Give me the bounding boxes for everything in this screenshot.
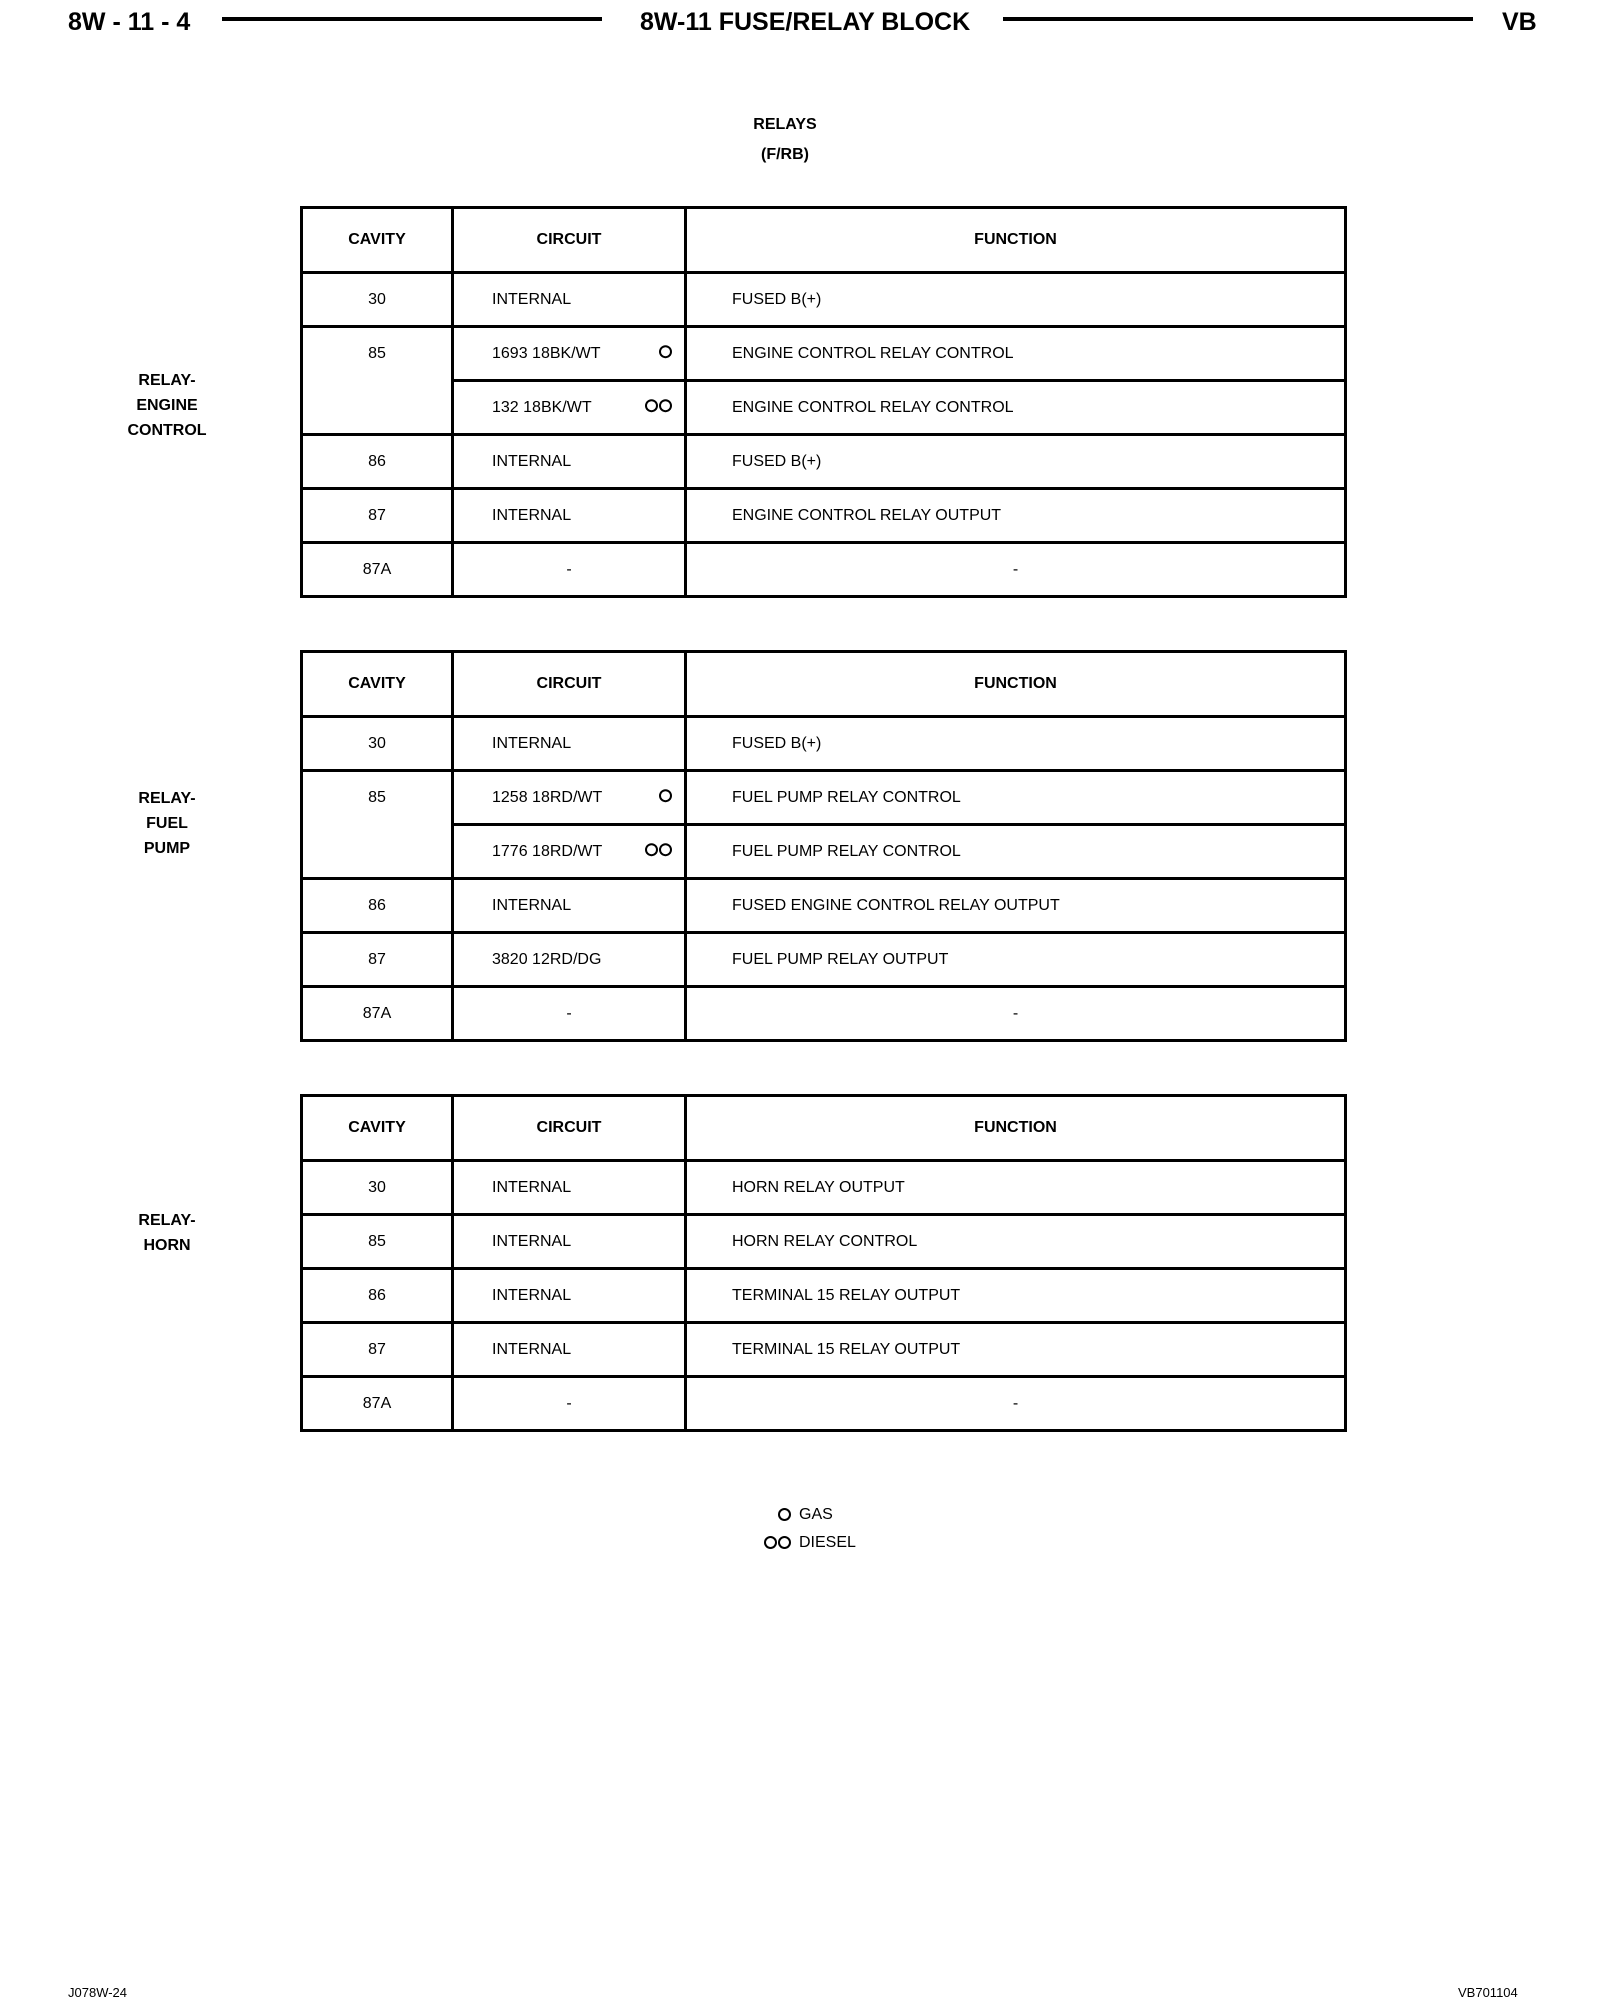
table-row — [302, 273, 1346, 327]
circuit-cell: 132 18BK/WT — [453, 381, 686, 435]
cavity-cell: 85 — [302, 1215, 453, 1269]
diesel-marker-icon — [755, 1534, 791, 1552]
table-row — [302, 1323, 1346, 1377]
function-cell: FUSED B(+) — [686, 435, 1346, 489]
page-title: 8W-11 FUSE/RELAY BLOCK — [640, 8, 971, 36]
function-cell: FUSED B(+) — [686, 273, 1346, 327]
cavity-cell: 85 — [302, 771, 453, 825]
circuit-cell: 3820 12RD/DG — [453, 933, 686, 987]
table-row — [302, 1161, 1346, 1215]
function-cell: ENGINE CONTROL RELAY CONTROL — [686, 381, 1346, 435]
diesel-marker-icon — [644, 838, 672, 861]
table-row — [302, 825, 1346, 879]
header-cavity: CAVITY — [302, 652, 453, 717]
table-row — [302, 987, 1346, 1041]
header-circuit: CIRCUIT — [453, 652, 686, 717]
table-row — [302, 717, 1346, 771]
legend-gas: GAS — [755, 1506, 833, 1524]
header-function: FUNCTION — [686, 1096, 1346, 1161]
vehicle-code: VB — [1502, 8, 1537, 36]
cavity-cell: 87 — [302, 933, 453, 987]
relay-table-fuel-pump — [300, 650, 1347, 1042]
cavity-cell: 30 — [302, 1161, 453, 1215]
relays-title: RELAYS — [753, 116, 817, 133]
table-row — [302, 1215, 1346, 1269]
cavity-cell: 87 — [302, 489, 453, 543]
table-row — [302, 381, 1346, 435]
relays-subtitle: (F/RB) — [761, 146, 809, 163]
circuit-cell: INTERNAL — [453, 717, 686, 771]
function-cell: - — [686, 543, 1346, 597]
table-row — [302, 543, 1346, 597]
footer-code-left: J078W-24 — [68, 1985, 128, 2000]
relay-table-horn — [300, 1094, 1347, 1432]
cavity-cell — [302, 825, 453, 879]
circuit-cell: 1258 18RD/WT — [453, 771, 686, 825]
table-row — [302, 771, 1346, 825]
relay-label-engine-control: RELAY- ENGINE CONTROL — [127, 372, 207, 439]
relay-table-engine-control — [300, 206, 1347, 598]
cavity-cell: 86 — [302, 879, 453, 933]
cavity-cell — [302, 381, 453, 435]
cavity-cell: 86 — [302, 1269, 453, 1323]
cavity-cell: 30 — [302, 717, 453, 771]
header-rule-right — [1003, 17, 1473, 21]
diesel-marker-icon — [644, 394, 672, 417]
function-cell: TERMINAL 15 RELAY OUTPUT — [686, 1269, 1346, 1323]
header-circuit: CIRCUIT — [453, 208, 686, 273]
circuit-cell: INTERNAL — [453, 1269, 686, 1323]
circuit-cell: INTERNAL — [453, 489, 686, 543]
legend-diesel: DIESEL — [755, 1534, 856, 1552]
circuit-cell: 1776 18RD/WT — [453, 825, 686, 879]
circuit-cell: INTERNAL — [453, 435, 686, 489]
table-header-row — [302, 208, 1346, 273]
header-circuit: CIRCUIT — [453, 1096, 686, 1161]
gas-marker-icon — [658, 340, 672, 363]
circuit-cell: 1693 18BK/WT — [453, 327, 686, 381]
table-row — [302, 489, 1346, 543]
table-row — [302, 1269, 1346, 1323]
header-function: FUNCTION — [686, 652, 1346, 717]
relay-label-horn: RELAY- HORN — [138, 1212, 196, 1254]
header-cavity: CAVITY — [302, 1096, 453, 1161]
gas-marker-icon — [658, 784, 672, 807]
header-function: FUNCTION — [686, 208, 1346, 273]
function-cell: HORN RELAY OUTPUT — [686, 1161, 1346, 1215]
table-header-row — [302, 1096, 1346, 1161]
function-cell: FUEL PUMP RELAY OUTPUT — [686, 933, 1346, 987]
table-row — [302, 435, 1346, 489]
table-header-row — [302, 652, 1346, 717]
circuit-cell: - — [453, 1377, 686, 1431]
function-cell: HORN RELAY CONTROL — [686, 1215, 1346, 1269]
function-cell: FUEL PUMP RELAY CONTROL — [686, 825, 1346, 879]
circuit-cell: INTERNAL — [453, 879, 686, 933]
function-cell: - — [686, 987, 1346, 1041]
header-rule-left — [222, 17, 602, 21]
circuit-cell: - — [453, 543, 686, 597]
function-cell: FUSED ENGINE CONTROL RELAY OUTPUT — [686, 879, 1346, 933]
circuit-cell: - — [453, 987, 686, 1041]
table-row — [302, 933, 1346, 987]
function-cell: FUEL PUMP RELAY CONTROL — [686, 771, 1346, 825]
cavity-cell: 86 — [302, 435, 453, 489]
function-cell: - — [686, 1377, 1346, 1431]
cavity-cell: 87A — [302, 987, 453, 1041]
gas-marker-icon — [755, 1506, 791, 1524]
function-cell: ENGINE CONTROL RELAY OUTPUT — [686, 489, 1346, 543]
cavity-cell: 87A — [302, 1377, 453, 1431]
cavity-cell: 87 — [302, 1323, 453, 1377]
table-row — [302, 1377, 1346, 1431]
cavity-cell: 85 — [302, 327, 453, 381]
table-row — [302, 879, 1346, 933]
cavity-cell: 87A — [302, 543, 453, 597]
function-cell: FUSED B(+) — [686, 717, 1346, 771]
function-cell: ENGINE CONTROL RELAY CONTROL — [686, 327, 1346, 381]
circuit-cell: INTERNAL — [453, 1323, 686, 1377]
circuit-cell: INTERNAL — [453, 1161, 686, 1215]
relay-label-fuel-pump: RELAY- FUEL PUMP — [138, 790, 196, 857]
page-ref: 8W - 11 - 4 — [68, 8, 191, 36]
circuit-cell: INTERNAL — [453, 1215, 686, 1269]
function-cell: TERMINAL 15 RELAY OUTPUT — [686, 1323, 1346, 1377]
header-cavity: CAVITY — [302, 208, 453, 273]
table-row — [302, 327, 1346, 381]
cavity-cell: 30 — [302, 273, 453, 327]
circuit-cell: INTERNAL — [453, 273, 686, 327]
footer-code-right: VB701104 — [1458, 1985, 1518, 2000]
